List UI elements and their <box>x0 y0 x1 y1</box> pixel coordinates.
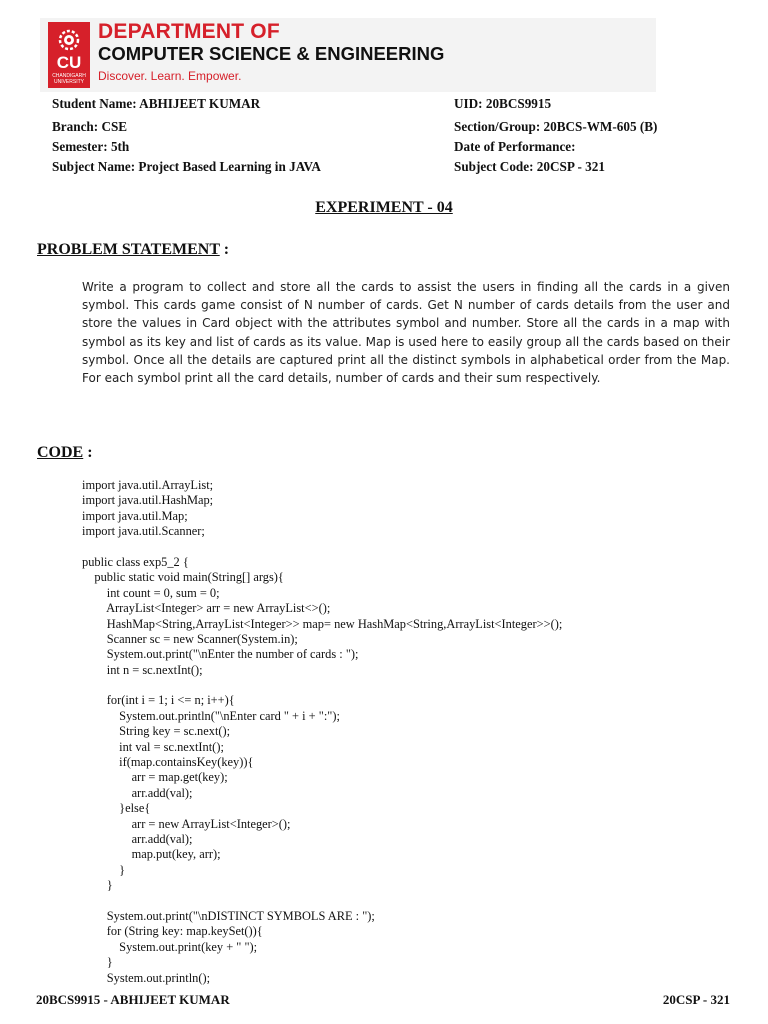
code-line: import java.util.HashMap; <box>82 493 214 508</box>
code-line: }else{ <box>82 801 151 816</box>
section-group: Section/Group: 20BCS-WM-605 (B) <box>454 119 658 134</box>
footer-student: 20BCS9915 - ABHIJEET KUMAR <box>36 992 230 1007</box>
code-line: Scanner sc = new Scanner(System.in); <box>82 631 298 646</box>
code-line: System.out.print("\nEnter the number of cards : "); <box>82 647 359 662</box>
code-line: arr = map.get(key); <box>82 770 228 785</box>
uid: UID: 20BCS9915 <box>454 96 552 111</box>
problem-statement-text: Write a program to collect and store all the cards to assist the users in finding all the cards in a given symbol. This cards game consist of N number of cards. Get N number of cards details from the user and store the values in Card object with the attributes symbol and number. Store all the cards in a map with symbol as its key and list of cards as its value. Map is used here to easily group all the cards based on their symbol. Once all the details are captured print all the distinct symbols in alphabetical order from the Map. For each symbol print all the card details, number of cards and their sum respectively. <box>82 280 730 386</box>
tagline: Discover. Learn. Empower. <box>98 69 242 83</box>
logo-subtext: CHANDIGARH UNIVERSITY <box>52 73 86 85</box>
code-line: int n = sc.nextInt(); <box>82 662 203 677</box>
date-of-performance: Date of Performance: <box>454 139 576 154</box>
problem-statement-heading <box>37 240 229 260</box>
code-line: int val = sc.nextInt(); <box>82 739 224 754</box>
code-line: import java.util.Map; <box>82 508 188 523</box>
branch: Branch: CSE <box>52 119 128 134</box>
code-line: arr.add(val); <box>82 831 193 846</box>
code-line: for(int i = 1; i <= n; i++){ <box>82 693 235 708</box>
university-logo <box>48 22 90 88</box>
code-line: String key = sc.next(); <box>82 724 231 739</box>
semester: Semester: 5th <box>52 139 130 154</box>
code-line: if(map.containsKey(key)){ <box>82 755 254 770</box>
code-heading-text: CODE <box>37 444 84 461</box>
code-line: System.out.println(); <box>82 970 211 985</box>
code-line: System.out.print("\nDISTINCT SYMBOLS ARE : "); <box>82 908 375 923</box>
subject-name: Subject Name: Project Based Learning in JAVA <box>52 159 321 174</box>
code-line: public class exp5_2 { <box>82 554 189 569</box>
department-title: DEPARTMENT OF <box>98 20 280 43</box>
code-line: for (String key: map.keySet()){ <box>82 924 263 939</box>
code-heading-suffix: : <box>83 444 93 461</box>
student-name: Student Name: ABHIJEET KUMAR <box>52 96 261 111</box>
gear-emblem-icon <box>51 25 87 55</box>
code-line <box>82 894 742 909</box>
code-line: import java.util.ArrayList; <box>82 478 214 492</box>
experiment-title: EXPERIMENT - 04 <box>315 199 453 216</box>
code-line: arr.add(val); <box>82 785 193 800</box>
code-line: map.put(key, arr); <box>82 847 221 862</box>
code-line: System.out.println("\nEnter card " + i + ":"); <box>82 708 340 723</box>
department-name: COMPUTER SCIENCE & ENGINEERING <box>98 43 445 64</box>
code-line: } <box>82 955 113 970</box>
code-heading <box>37 443 93 463</box>
subject-code: Subject Code: 20CSP - 321 <box>454 159 605 174</box>
code-line: int count = 0, sum = 0; <box>82 585 220 600</box>
code-line: } <box>82 878 113 893</box>
code-line <box>82 540 742 555</box>
logo-text: CU <box>56 53 82 72</box>
footer-subject-code: 20CSP - 321 <box>662 992 730 1007</box>
code-line: } <box>82 862 126 877</box>
code-line: HashMap<String,ArrayList<Integer>> map= new HashMap<String,ArrayList<Integer>>(); <box>82 616 563 631</box>
code-line: arr = new ArrayList<Integer>(); <box>82 816 291 831</box>
code-line: System.out.print(key + " "); <box>82 939 258 954</box>
code-line: ArrayList<Integer> arr = new ArrayList<>(); <box>82 601 331 616</box>
problem-heading-text: PROBLEM STATEMENT <box>37 241 220 258</box>
code-line: import java.util.Scanner; <box>82 524 205 539</box>
problem-heading-suffix: : <box>219 241 230 258</box>
code-line: public static void main(String[] args){ <box>82 570 284 585</box>
code-line <box>82 678 742 693</box>
code-block <box>82 478 742 986</box>
